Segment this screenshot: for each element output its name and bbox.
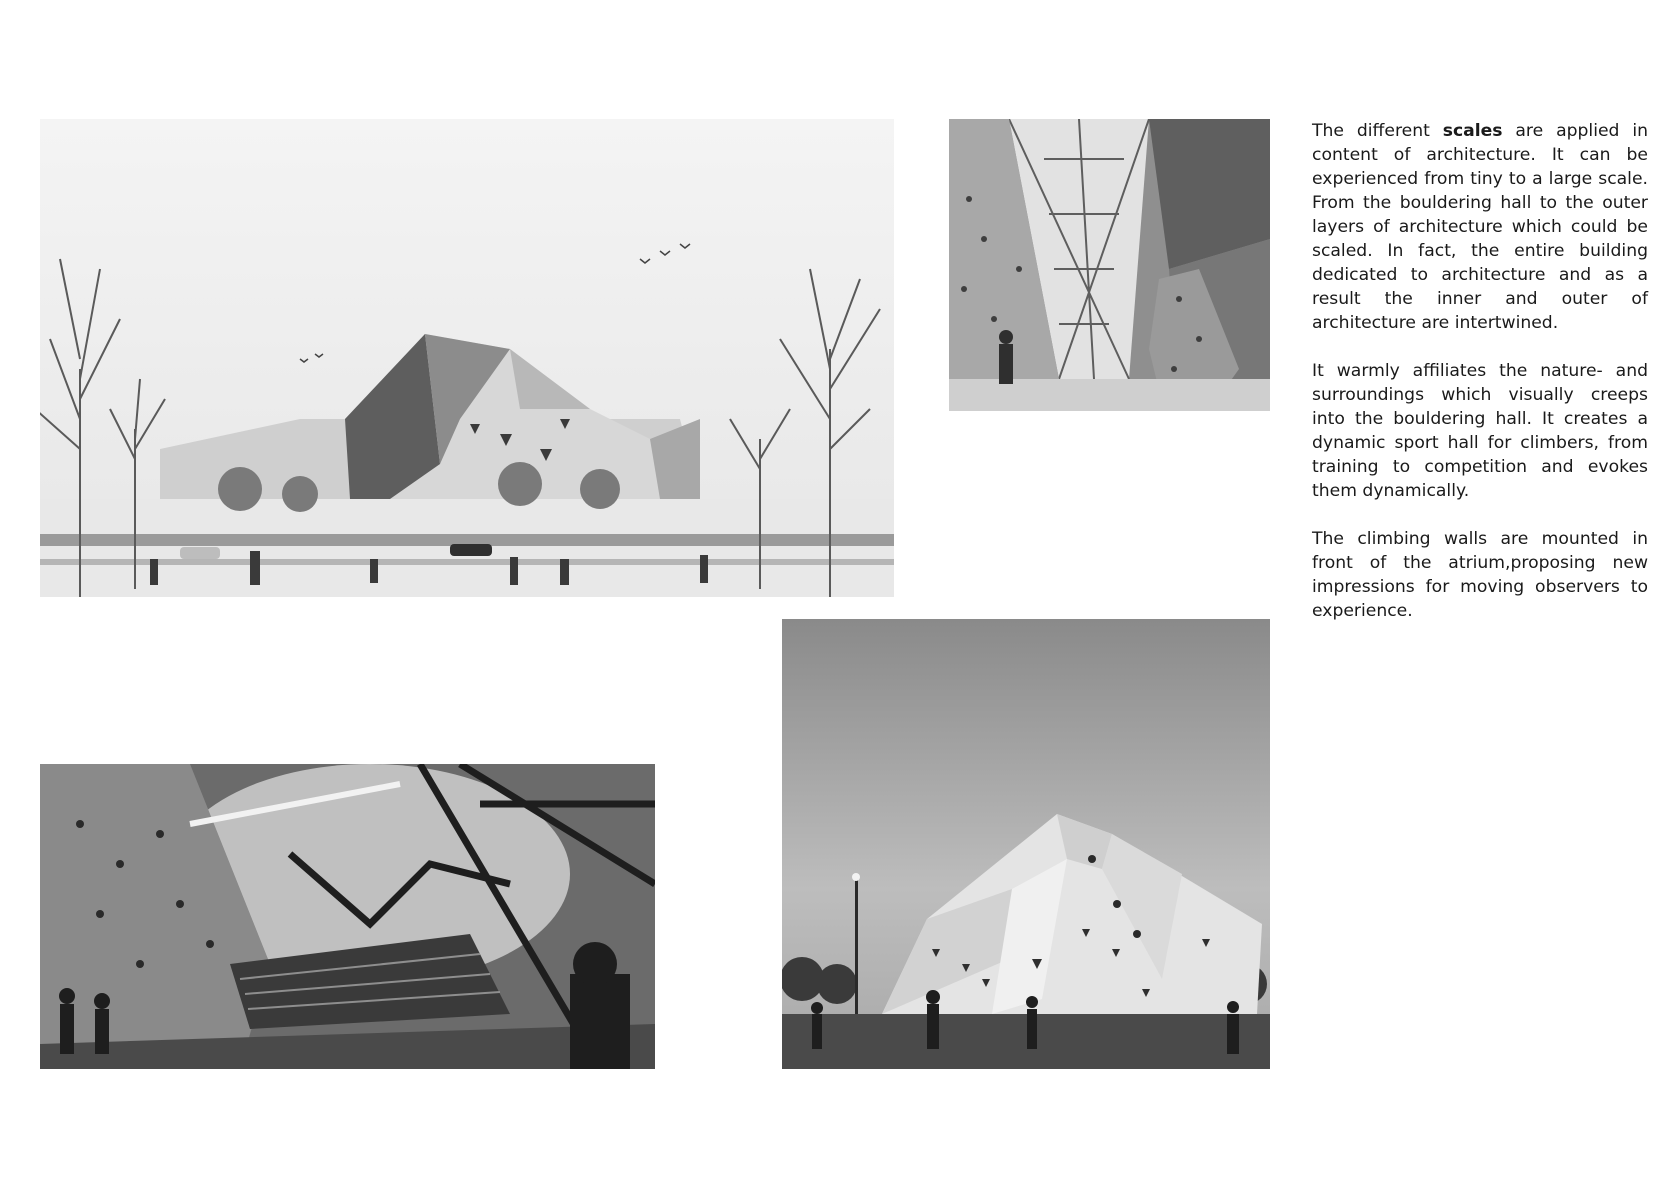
render-bouldering-hall-drawing bbox=[40, 764, 655, 1069]
render-atrium-interior bbox=[949, 119, 1270, 411]
paragraph-1-lead: The different bbox=[1312, 121, 1443, 141]
render-bouldering-hall bbox=[40, 764, 655, 1069]
description-paragraph-1 bbox=[1312, 119, 1648, 335]
description-text bbox=[1312, 119, 1648, 647]
render-exterior-dusk-drawing bbox=[782, 619, 1270, 1069]
keyword-scales: scales bbox=[1442, 121, 1503, 141]
render-exterior-dusk bbox=[782, 619, 1270, 1069]
render-atrium-interior-drawing bbox=[949, 119, 1270, 411]
paragraph-1-rest: are applied in content of architecture. It can be experienced from tiny to a large scale. From the bouldering hall to the outer layers of architecture which could be scaled. In fact, the entire building dedicated to architecture and as a result the inner and outer of architecture are intertwined. bbox=[1312, 121, 1648, 333]
render-exterior-winter-drawing bbox=[40, 119, 894, 597]
description-paragraph-3: The climbing walls are mounted in front of the atrium,proposing new impressions for moving observers to experience. bbox=[1312, 529, 1648, 621]
description-paragraph-2: It warmly affiliates the nature- and surroundings which visually creeps into the bouldering hall. It creates a dynamic sport hall for climbers, from training to competition and evokes them dynamically. bbox=[1312, 361, 1648, 501]
render-exterior-winter bbox=[40, 119, 894, 597]
